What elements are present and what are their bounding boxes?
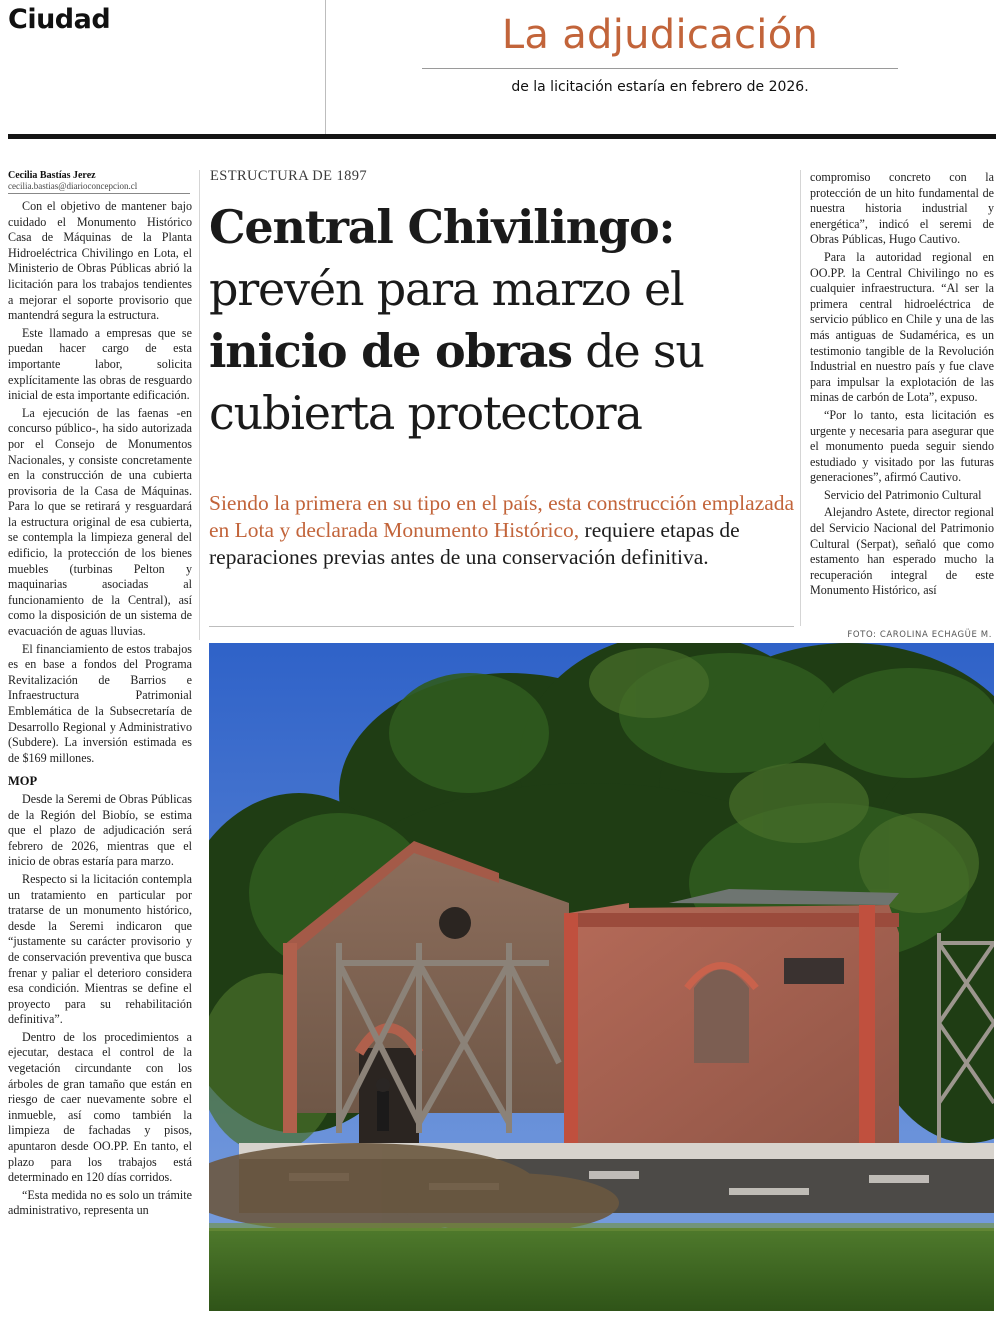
deck-rule [209, 626, 794, 627]
paragraph: Dentro de los procedimientos a ejecutar, destaca el control de la vegetación circundante con los árboles de gran tamaño que están en riesgo de caer nuevamente sobre el inmueble, así como también la limpieza de fachadas y pisos, apuntaron desde OO.PP. En tanto, el plazo para los trabajos está determinado en 120 días corridos. [8, 1029, 192, 1185]
header-divider [325, 0, 326, 134]
right-column [810, 170, 994, 624]
paragraph: El financiamiento de estos trabajos es en base a fondos del Programa Revitalización de Barrios e Infraestructura Patrimonial Emblemática de la Subsecretaría de Desarrollo Regional y Administrativo (Subdere). La inversión estimada es de $169 millones. [8, 641, 192, 765]
paragraph: compromiso concreto con la protección de un hito fundamental de nuestra historia industrial y energética”, indicó el seremi de Obras Públicas, Hugo Cautivo. [810, 170, 994, 247]
promo-title: La adjudicación [501, 12, 819, 58]
promo-subtitle: de la licitación estaría en febrero de 2026. [511, 79, 809, 95]
byline-rule [8, 193, 190, 194]
section-label: Ciudad [8, 4, 111, 35]
headline-line-3-rest: de su [571, 324, 704, 378]
subhead-serpat: Servicio del Patrimonio Cultural [824, 487, 982, 502]
column-divider-left [199, 170, 200, 640]
left-column [8, 199, 192, 1311]
paragraph: Respecto si la licitación contempla un tratamiento en particular por tratarse de un monumento histórico, desde la Seremi indicaron que “justamente su carácter provisorio y de conservación preventiva que busca frenar y paliar el deterioro considera esa condición. Mientras se define el proyecto para su rehabilitación definitiva”. [8, 871, 192, 1027]
article-photo [209, 643, 994, 1311]
headline-line-3 [209, 320, 799, 382]
byline [8, 170, 190, 192]
headline-line-4: cubierta protectora [209, 386, 642, 440]
photo-credit: FOTO: CAROLINA ECHAGÜE M. [847, 630, 992, 640]
paragraph: Alejandro Astete, director regional del Servicio Nacional del Patrimonio Cultural (Serpat), señaló que como estamento han esperado mucho la recuperación integral de este Monumento Histórico, así [810, 505, 994, 598]
headline [209, 196, 799, 444]
paragraph: Este llamado a empresas que se puedan hacer cargo de esta importante labor, solicita explícitamente las obras de resguardo inicial de esta importante edificación. [8, 325, 192, 403]
headline-line-2: prevén para marzo el [209, 262, 684, 316]
deck [209, 490, 799, 571]
headline-line-3-bold: inicio de obras [209, 324, 572, 378]
headline-line-1: Central Chivilingo: [209, 200, 675, 254]
subhead-mop: MOP [8, 774, 38, 789]
paragraph: Para la autoridad regional en OO.PP. la Central Chivilingo no es cualquier infraestructura. “Al ser la primera central hidroeléctrica de servicio público en Chile y una de las más antiguas de Sudamérica, es un testimonio tangible de la Revolución Industrial en nuestro país y fue clave para impulsar la explotación de las minas de carbón de Lota”, expuso. [810, 249, 994, 405]
author-email[interactable]: cecilia.bastias@diarioconcepcion.cl [8, 181, 138, 191]
photo-illustration [209, 643, 994, 1311]
author-name: Cecilia Bastías Jerez [8, 170, 96, 181]
promo-rule [422, 68, 898, 69]
paragraph: Desde la Seremi de Obras Públicas de la Región del Biobío, se estima que el plazo de adjudicación será febrero de 2026, mientras que el inicio de obras estaría para marzo. [8, 791, 192, 869]
column-divider-right [800, 170, 801, 626]
paragraph: Con el objetivo de mantener bajo cuidado el Monumento Histórico Casa de Máquinas de la Planta Hidroeléctrica Chivilingo en Lota, el Ministerio de Obras Públicas abrió la licitación para los trabajos tendientes a mejorar el soporte provisorio que mantendrá segura la estructura. [8, 199, 192, 323]
paragraph: “Por lo tanto, esta licitación es urgente y necesaria para asegurar que el monumento pueda seguir siendo estudiado y visitado por las futuras generaciones”, afirmó Cautivo. [810, 407, 994, 485]
paragraph: La ejecución de las faenas -en concurso público-, ha sido autorizada por el Consejo de Monumentos Nacionales, y consiste concretamente en la construcción de una cubierta provisoria de la Casa de Máquinas. Para lo que se retirará y resguardará la estructura original de esa cubierta, se contempla la limpieza general del edificio, la protección de los bienes muebles (turbinas Pelton y maquinarias asociadas al funcionamiento de la Central), así como la disposición de un sistema de evacuación de aguas lluvias. [8, 405, 192, 639]
kicker: ESTRUCTURA DE 1897 [210, 168, 368, 184]
deck-accent: Siendo la primera en su tipo en el país, esta construcción emplazada en Lota y declarada Monumento Histórico, [209, 491, 795, 542]
header-rule [8, 134, 996, 139]
deck-plain: requiere etapas de reparaciones previas antes de una conservación definitiva. [209, 518, 740, 569]
paragraph: “Esta medida no es solo un trámite administrativo, representa un [8, 1187, 192, 1218]
